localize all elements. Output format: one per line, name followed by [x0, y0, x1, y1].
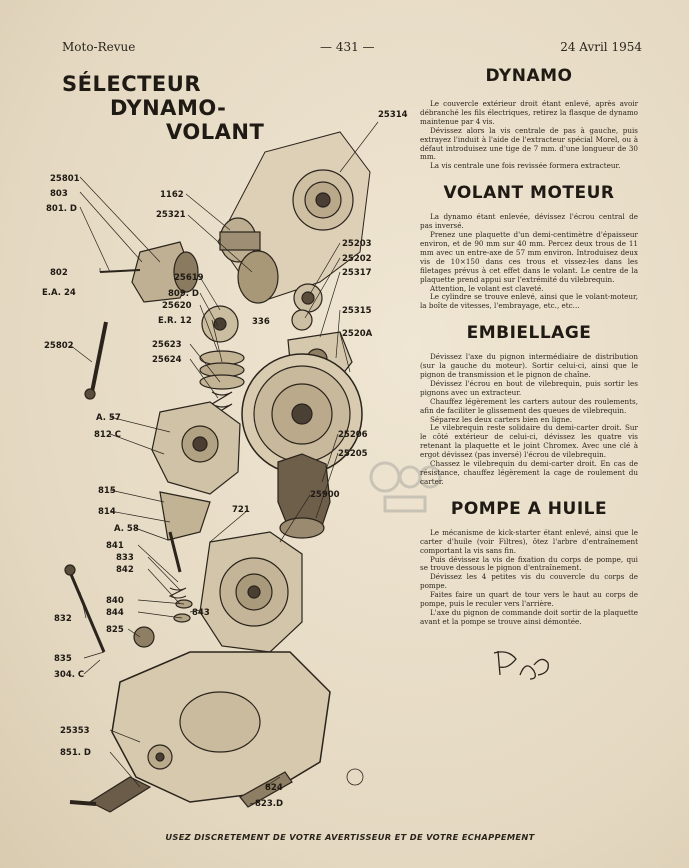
part-label-825: 825	[106, 625, 124, 635]
section-dynamo	[420, 66, 638, 171]
part-label-1162: 1162	[160, 190, 184, 200]
paragraph: Dévissez l'axe du pignon intermédiaire de distribution (sur la gauche du moteur). Sortir celui-ci, ainsi que le pignon de transmission et le pignon de chaîne.	[420, 352, 638, 380]
part-label-801d: 801. D	[46, 204, 77, 214]
part-label-25619: 25619	[174, 273, 204, 283]
diagram-title-line-1: SÉLECTEUR	[62, 72, 202, 96]
part-label-25624: 25624	[152, 355, 182, 365]
part-label-812c: 812 C	[94, 430, 121, 440]
part-label-803: 803	[50, 189, 68, 199]
part-label-25620: 25620	[162, 301, 192, 311]
part-label-25203: 25203	[342, 239, 372, 249]
page-footer-slogan: USEZ DISCRETEMENT DE VOTRE AVERTISSEUR ET DE VOTRE ECHAPPEMENT	[165, 832, 535, 842]
part-label-25353: 25353	[60, 726, 90, 736]
paragraph: La vis centrale une fois revissée formera extracteur.	[430, 161, 621, 171]
diagram-title-line-2: DYNAMO-	[110, 96, 227, 120]
part-label-835: 835	[54, 654, 72, 664]
section-body-volant-moteur	[420, 213, 638, 311]
page-number: — 431 —	[320, 40, 375, 54]
paragraph: Puis dévissez la vis de fixation du corps de pompe, qui se trouve dessous le pignon d'entraînement.	[420, 554, 638, 573]
part-label-er12: E.R. 12	[158, 316, 192, 326]
part-label-833: 833	[116, 553, 134, 563]
part-label-802: 802	[50, 268, 68, 278]
part-label-25321: 25321	[156, 210, 186, 220]
part-label-25206: 25206	[338, 430, 368, 440]
part-label-304c: 304. C	[54, 670, 85, 680]
part-label-25205: 25205	[338, 449, 368, 459]
part-label-721: 721	[232, 505, 250, 515]
page-header	[62, 40, 642, 58]
part-label-814: 814	[98, 507, 116, 517]
section-body-dynamo	[420, 100, 638, 171]
part-label-841: 841	[106, 541, 124, 551]
paragraph: Chassez le vilebrequin du demi-carter droit. En cas de résistance, chauffez légèrement la cage de roulement du carter.	[420, 459, 638, 486]
section-pompe-a-huile	[420, 499, 638, 627]
paragraph: Le vilebrequin reste solidaire du demi-carter droit. Sur le côté extérieur de celui-ci, dévissez les quatre vis retenant la plaquette et le joint Chromex. Avec une clé à ergot dévissez (pas inversé) l'écrou de vilebrequin.	[420, 423, 638, 460]
part-label-843: 843	[192, 608, 210, 618]
signature-icon	[490, 645, 560, 685]
paragraph: Le couvercle extérieur droit étant enlevé, après avoir débranché les fils électriques, retirez la flasque de dynamo maintenue par 4 vis.	[420, 99, 638, 126]
section-embiellage	[420, 323, 638, 487]
section-title-pompe-a-huile: POMPE A HUILE	[450, 498, 608, 519]
part-label-25314: 25314	[378, 110, 408, 120]
part-label-336: 336	[252, 317, 270, 327]
paragraph: Chauffez légèrement les carters autour des roulements, afin de faciliter le glissement des queues de vilebrequin.	[420, 396, 638, 415]
part-label-823d: 823.D	[255, 799, 284, 809]
part-label-832: 832	[54, 614, 72, 624]
part-label-25317: 25317	[342, 268, 372, 278]
engine-parts-drawing	[40, 62, 410, 822]
part-label-25900: 25900	[310, 490, 340, 500]
paragraph: L'axe du pignon de commande doit sortir de la plaquette avant et la pompe se trouve ainsi démontée.	[420, 607, 638, 626]
paragraph: Attention, le volant est claveté.	[430, 283, 544, 293]
part-label-844: 844	[106, 608, 124, 618]
part-label-824: 824	[265, 783, 283, 793]
part-label-815: 815	[98, 486, 116, 496]
part-label-25623: 25623	[152, 340, 182, 350]
part-label-25802: 25802	[44, 341, 74, 351]
diagram-title-line-3: VOLANT	[166, 120, 265, 144]
part-label-25315: 25315	[342, 306, 372, 316]
paragraph: Séparez les deux carters bien en ligne.	[430, 414, 573, 424]
paragraph: La dynamo étant enlevée, dévissez l'écrou central de pas inversé.	[420, 212, 638, 231]
issue-date: 24 Avril 1954	[560, 40, 642, 54]
part-label-840: 840	[106, 596, 124, 606]
part-label-851d: 851. D	[60, 748, 91, 758]
paragraph: Le mécanisme de kick-starter étant enlevé, ainsi que le carter d'huile (voir Filtres), ôtez l'arbre d'entraînement comportant la vis sans fin.	[420, 527, 638, 555]
paragraph: Dévissez alors la vis centrale de pas à gauche, puis extrayez l'induit à l'aide de l'extracteur spécial Morel, ou à défaut introduisez une tige de 7 mm. d'une longueur de 30 mm.	[420, 125, 638, 162]
part-label-25801: 25801	[50, 174, 80, 184]
article-text-column	[420, 62, 638, 689]
part-label-2520a: 2520A	[342, 329, 373, 339]
exploded-engine-diagram	[40, 62, 410, 822]
paragraph: Le cylindre se trouve enlevé, ainsi que le volant-moteur, la boîte de vitesses, l'embrayage, etc., etc...	[420, 292, 638, 311]
part-label-ea24: E.A. 24	[42, 288, 76, 298]
paragraph: Faites faire un quart de tour vers le haut au corps de pompe, puis le reculer vers l'arrière.	[420, 590, 638, 609]
part-label-842: 842	[116, 565, 134, 575]
part-label-25202: 25202	[342, 254, 372, 264]
part-label-a57: A. 57	[96, 413, 121, 423]
section-volant-moteur	[420, 183, 638, 311]
part-label-809d: 809. D	[168, 289, 199, 299]
paragraph: Dévissez les 4 petites vis du couvercle du corps de pompe.	[420, 572, 638, 591]
paragraph: Prenez une plaquette d'un demi-centimètre d'épaisseur environ, et de 90 mm sur 40 mm. Percez deux trous de 11 mm avec un entre-axe de 57 mm environ. Introduisez deux vis de 10×150 dans ces trous et vissez-les dans les filetages prévus à cet effet dans le volant. Le centre de la plaquette prend appui sur l'extrémité du vilebrequin.	[420, 230, 638, 284]
section-body-embiellage	[420, 353, 638, 487]
magazine-name: Moto-Revue	[62, 40, 136, 54]
section-title-dynamo: DYNAMO	[485, 66, 573, 86]
section-body-pompe-a-huile	[420, 529, 638, 627]
paragraph: Dévissez l'écrou en bout de vilebrequin, puis sortir les pignons avec un extracteur.	[420, 378, 638, 397]
part-label-a58: A. 58	[114, 524, 139, 534]
section-title-volant-moteur: VOLANT MOTEUR	[443, 183, 615, 204]
section-title-embiellage: EMBIELLAGE	[466, 323, 592, 344]
